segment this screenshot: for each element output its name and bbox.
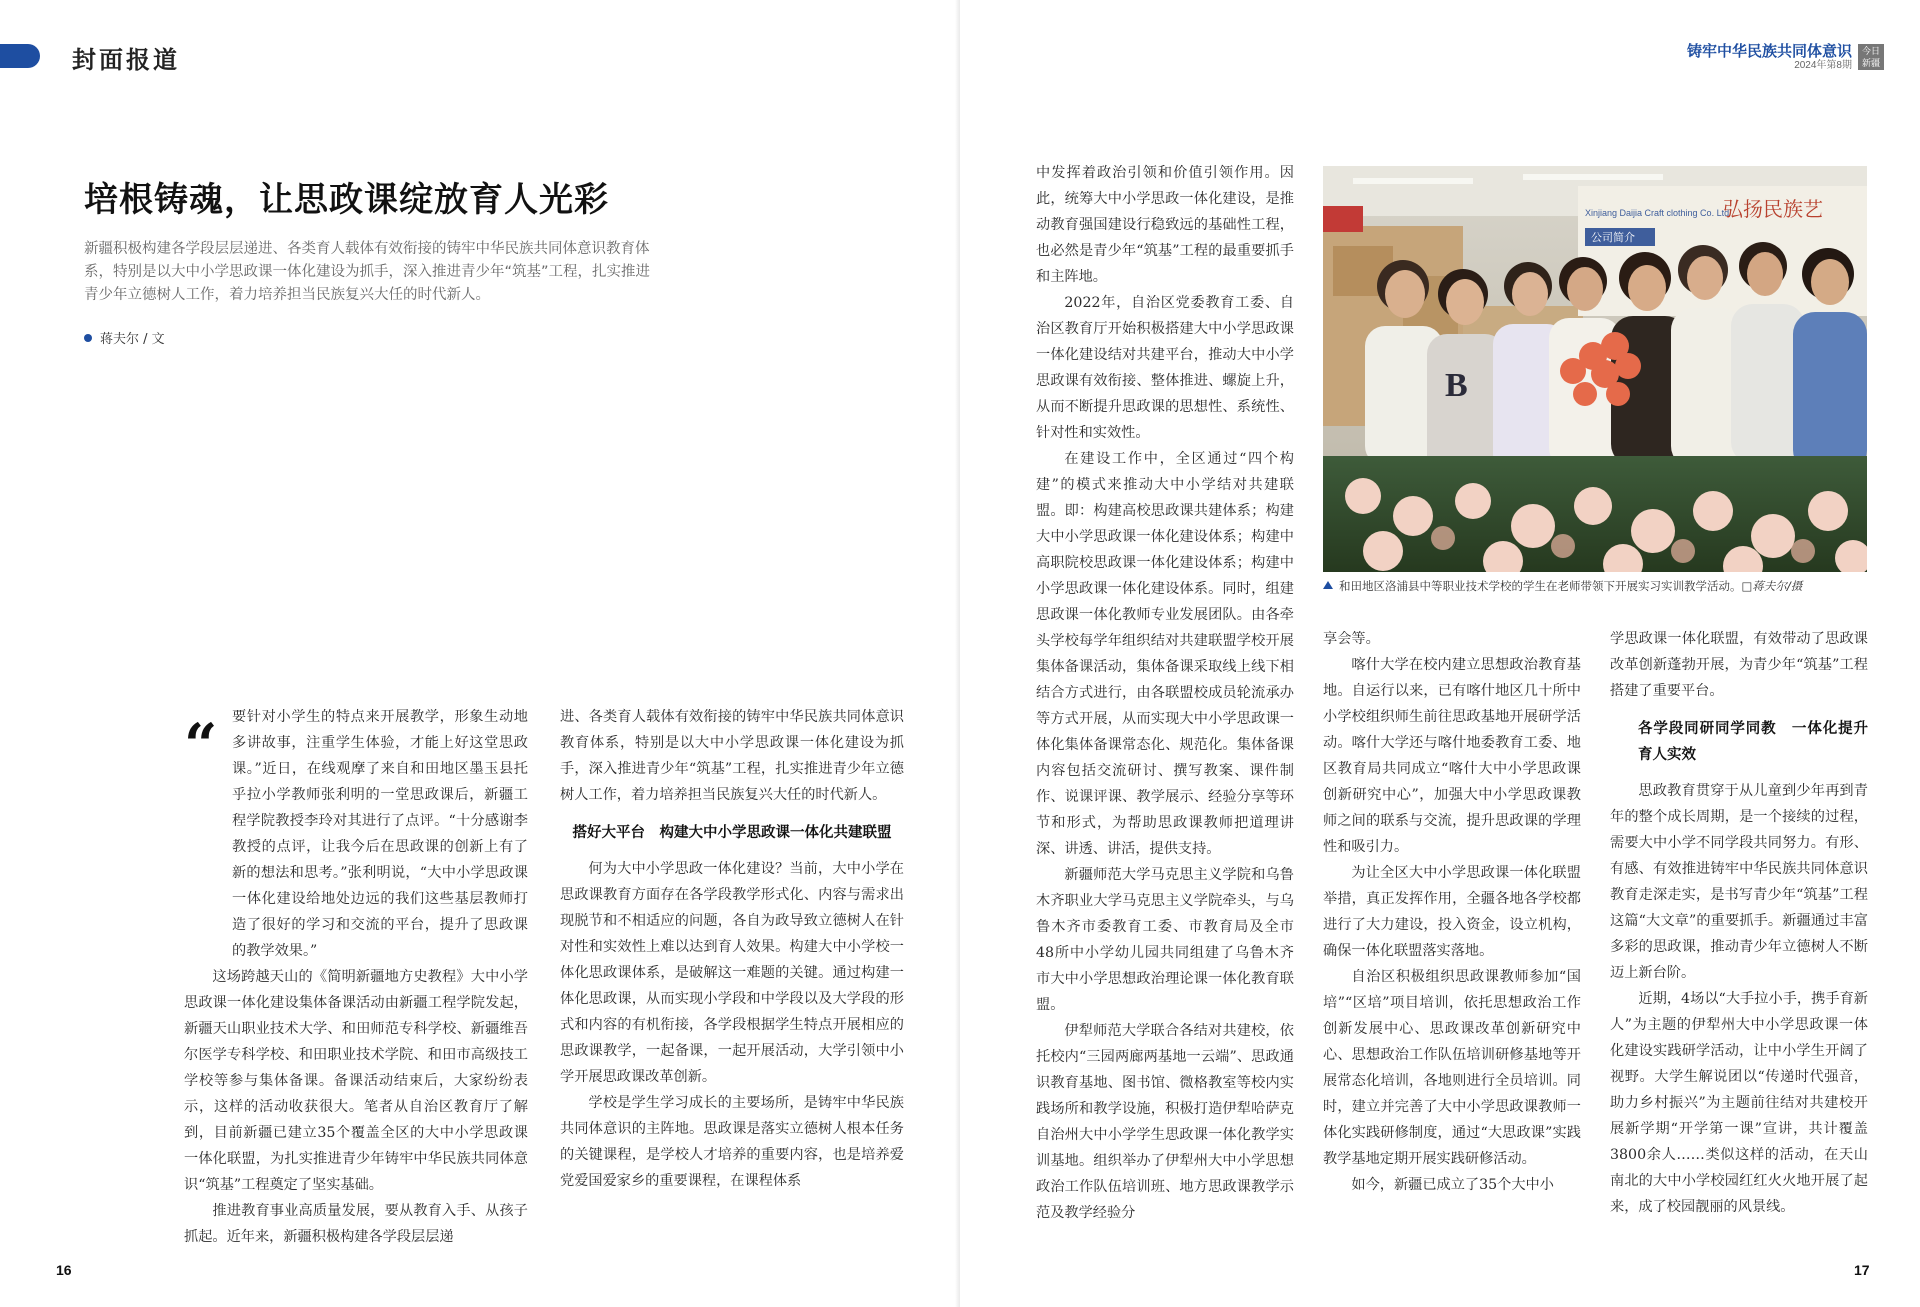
paragraph: 学校是学生学习成长的主要场所，是铸牢中华民族共同体意识的主阵地。思政课是落实立德树人根本任务的关键课程，是学校人才培养的重要内容，也是培养爱党爱国爱家乡的重要课程，在课程体系 bbox=[560, 1095, 904, 1189]
subheading: 各学段同研同学同教 一体化提升育人实效 bbox=[1638, 721, 1868, 763]
section-title: 封面报道 bbox=[72, 45, 180, 74]
photo-credit: □蒋夫尔/摄 bbox=[1741, 579, 1803, 593]
opening-quote-icon: “ bbox=[184, 711, 218, 779]
paragraph: 推进教育事业高质量发展，要从教育入手、从孩子抓起。近年来，新疆积极构建各学段层层递 bbox=[184, 1203, 528, 1245]
paragraph: 这场跨越天山的《简明新疆地方史教程》大中小学思政课一体化建设集体备课活动由新疆工程学院发起，新疆天山职业技术大学、和田师范专科学校、新疆维吾尔医学专科学校、和田职业技术学院、和田市高级技工学校等参与集体备课。备课活动结束后，大家纷纷表示，这样的活动收获很大。笔者从自治区教育厅了解到，目前新疆已建立35个覆盖全区的大中小学思政课一体化联盟，为扎实推进青少年铸牢中华民族共同体意识“筑基”工程奠定了坚实基础。 bbox=[184, 969, 528, 1193]
page-number-left: 16 bbox=[56, 1262, 72, 1278]
paragraph: 学思政课一体化联盟，有效带动了思政课改革创新蓬勃开展，为青少年“筑基”工程搭建了重要平台。 bbox=[1610, 631, 1868, 699]
sign-intro: 公司简介 bbox=[1591, 231, 1635, 244]
paragraph: 要针对小学生的特点来开展教学，形象生动地多讲故事，注重学生体验，才能上好这堂思政课。”近日，在线观摩了来自和田地区墨玉县托乎拉小学教师张利明的一堂思政课后，新疆工程学院教授李玲对其进行了点评。“十分感谢李教授的点评，让我今后在思政课的创新上有了新的想法和思考。”张利明说，“大中小学思政课一体化建设给地处边远的我们这些基层教师打造了很好的学习和交流的平台，提升了思政课的教学效果。” bbox=[232, 709, 528, 959]
paragraph: 2022年，自治区党委教育工委、自治区教育厅开始积极搭建大中小学思政课一体化建设结对共建平台，推动大中小学思政课有效衔接、整体推进、螺旋上升，从而不断提升思政课的思想性、系统性、针对性和实效性。 bbox=[1036, 295, 1294, 441]
page-number-right: 17 bbox=[1854, 1262, 1870, 1278]
column-3 bbox=[1036, 160, 1294, 1226]
subheading: 搭好大平台 构建大中小学思政课一体化共建联盟 bbox=[572, 825, 892, 841]
paragraph: 中发挥着政治引领和价值引领作用。因此，统筹大中小学思政一体化建设，是推动教育强国建设行稳致远的基础性工程，也必然是青少年“筑基”工程的最重要抓手和主阵地。 bbox=[1036, 165, 1294, 285]
paragraph: 自治区积极组织思政课教师参加“国培”“区培”项目培训，依托思想政治工作创新发展中心、思政课改革创新研究中心、思想政治工作队伍培训研修基地等开展常态化培训，各地则进行全员培训。同时，建立并完善了大中小学思政课教师一体化实践研修制度，通过“大思政课”实践教学基地定期开展实践研修活动。 bbox=[1323, 969, 1581, 1167]
article-lede: 新疆积极构建各学段层层递进、各类育人载体有效衔接的铸牢中华民族共同体意识教育体系，特别是以大中小学思政课一体化建设为抓手，深入推进青少年“筑基”工程，扎实推进青少年立德树人工作，着力培养担当民族复兴大任的时代新人。 bbox=[84, 241, 651, 303]
students-flowers-photo bbox=[1323, 166, 1867, 572]
column-5 bbox=[1610, 626, 1868, 1220]
paragraph: 近期，4场以“大手拉小手，携手育新人”为主题的伊犁州大中小学思政课一体化建设实践研学活动，让中小学生开阔了视野。大学生解说团以“传递时代强音，助力乡村振兴”为主题前往结对共建校开展新学期“开学第一课”宣讲，共计覆盖3800余人……类似这样的活动，在天山南北的大中小学校园红红火火地开展了起来，成了校园靓丽的风景线。 bbox=[1610, 991, 1868, 1215]
photo-caption bbox=[1323, 578, 1883, 594]
paragraph: 如今，新疆已成立了35个大中小 bbox=[1351, 1177, 1554, 1193]
column-1 bbox=[184, 704, 528, 1250]
paragraph: 何为大中小学思政一体化建设？当前，大中小学在思政课教育方面存在各学段教学形式化、内容与需求出现脱节和不相适应的问题，各自为政导致立德树人在针对性和实效性上难以达到育人效果。构建大中小学校一体化思政课体系，是破解这一难题的关键。通过构建一体化思政课，从而实现小学段和中学段以及大学段的形式和内容的有机衔接，各学段根据学生特点开展相应的思政课教学，一起备课，一起开展活动，大学引领中小学开展思政课改革创新。 bbox=[560, 861, 904, 1085]
section-tab-bar bbox=[0, 44, 40, 68]
paragraph: 为让全区大中小学思政课一体化联盟举措，真正发挥作用，全疆各地各学校都进行了大力建设，投入资金，设立机构，确保一体化联盟落实落地。 bbox=[1323, 865, 1581, 959]
column-2 bbox=[560, 704, 904, 1194]
sign-company: 弘扬民族艺 bbox=[1723, 197, 1823, 221]
caption-triangle-icon bbox=[1323, 581, 1333, 589]
byline-text: 蒋夫尔 / 文 bbox=[100, 332, 165, 347]
paragraph: 在建设工作中，全区通过“四个构建”的模式来推动大中小学结对共建联盟。即：构建高校思政课共建体系；构建大中小学思政课一体化建设体系；构建中高职院校思政课一体化建设体系；构建中小学思政课一体化建设体系。同时，组建思政课一体化教师专业发展团队。由各牵头学校每学年组织结对共建联盟学校开展集体备课活动，集体备课采取线上线下相结合方式进行，由各联盟校成员轮流承办等方式开展，从而实现大中小学思政课一体化集体备课常态化、规范化。集体备课内容包括交流研讨、撰写教案、课件制作、说课评课、教学展示、经验分享等环节和形式，为帮助思政课教师把道理讲深、讲透、讲活，提供支持。 bbox=[1036, 451, 1294, 857]
article-headline: 培根铸魂，让思政课绽放育人光彩 bbox=[84, 180, 609, 220]
caption-text: 和田地区洛浦县中等职业技术学校的学生在老师带领下开展实习实训教学活动。 bbox=[1339, 579, 1742, 593]
paragraph: 新疆师范大学马克思主义学院和乌鲁木齐职业大学马克思主义学院牵头，与乌鲁木齐市委教育工委、市教育局及全市48所中小学幼儿园共同组建了乌鲁木齐市大中小学思想政治理论课一体化教育联盟。 bbox=[1036, 867, 1294, 1013]
paragraph: 伊犁师范大学联合各结对共建校，依托校内“三园两廊两基地一云端”、思政通识教育基地、图书馆、微格教室等校内实践场所和教学设施，积极打造伊犁哈萨克自治州大中小学学生思政课一体化教学实训基地。组织举办了伊犁州大中小学思想政治工作队伍培训班、地方思政课教学示范及教学经验分 bbox=[1036, 1023, 1294, 1221]
magazine-logo: 今日新疆 bbox=[1858, 44, 1884, 70]
brand-title: 铸牢中华民族共同体意识 bbox=[1686, 43, 1852, 60]
paragraph: 进、各类育人载体有效衔接的铸牢中华民族共同体意识教育体系，特别是以大中小学思政课一体化建设为抓手，深入推进青少年“筑基”工程，扎实推进青少年立德树人工作，着力培养担当民族复兴大任的时代新人。 bbox=[560, 709, 904, 803]
paragraph: 喀什大学在校内建立思想政治教育基地。自运行以来，已有喀什地区几十所中小学校组织师生前往思政基地开展研学活动。喀什大学还与喀什地委教育工委、地区教育局共同成立“喀什大中小学思政课创新研究中心”，加强大中小学思政课教师之间的联系与交流，提升思政课的学理性和吸引力。 bbox=[1323, 657, 1581, 855]
column-4 bbox=[1323, 626, 1581, 1198]
magazine-brand bbox=[1687, 44, 1884, 72]
byline-dot-icon bbox=[84, 334, 92, 342]
sign-company-en: Xinjiang Daijia Craft clothing Co. Ltd bbox=[1585, 208, 1730, 218]
svg-text:B: B bbox=[1445, 367, 1468, 404]
byline bbox=[84, 328, 165, 347]
issue-label: 2024年第8期 bbox=[1794, 60, 1852, 71]
paragraph: 思政教育贯穿于从儿童到少年再到青年的整个成长周期，是一个接续的过程，需要大中小学不同学段共同努力。有形、有感、有效推进铸牢中华民族共同体意识教育走深走实，是书写青少年“筑基”工程这篇“大文章”的重要抓手。新疆通过丰富多彩的思政课，推动青少年立德树人不断迈上新台阶。 bbox=[1610, 783, 1868, 981]
paragraph: 享会等。 bbox=[1323, 631, 1380, 647]
